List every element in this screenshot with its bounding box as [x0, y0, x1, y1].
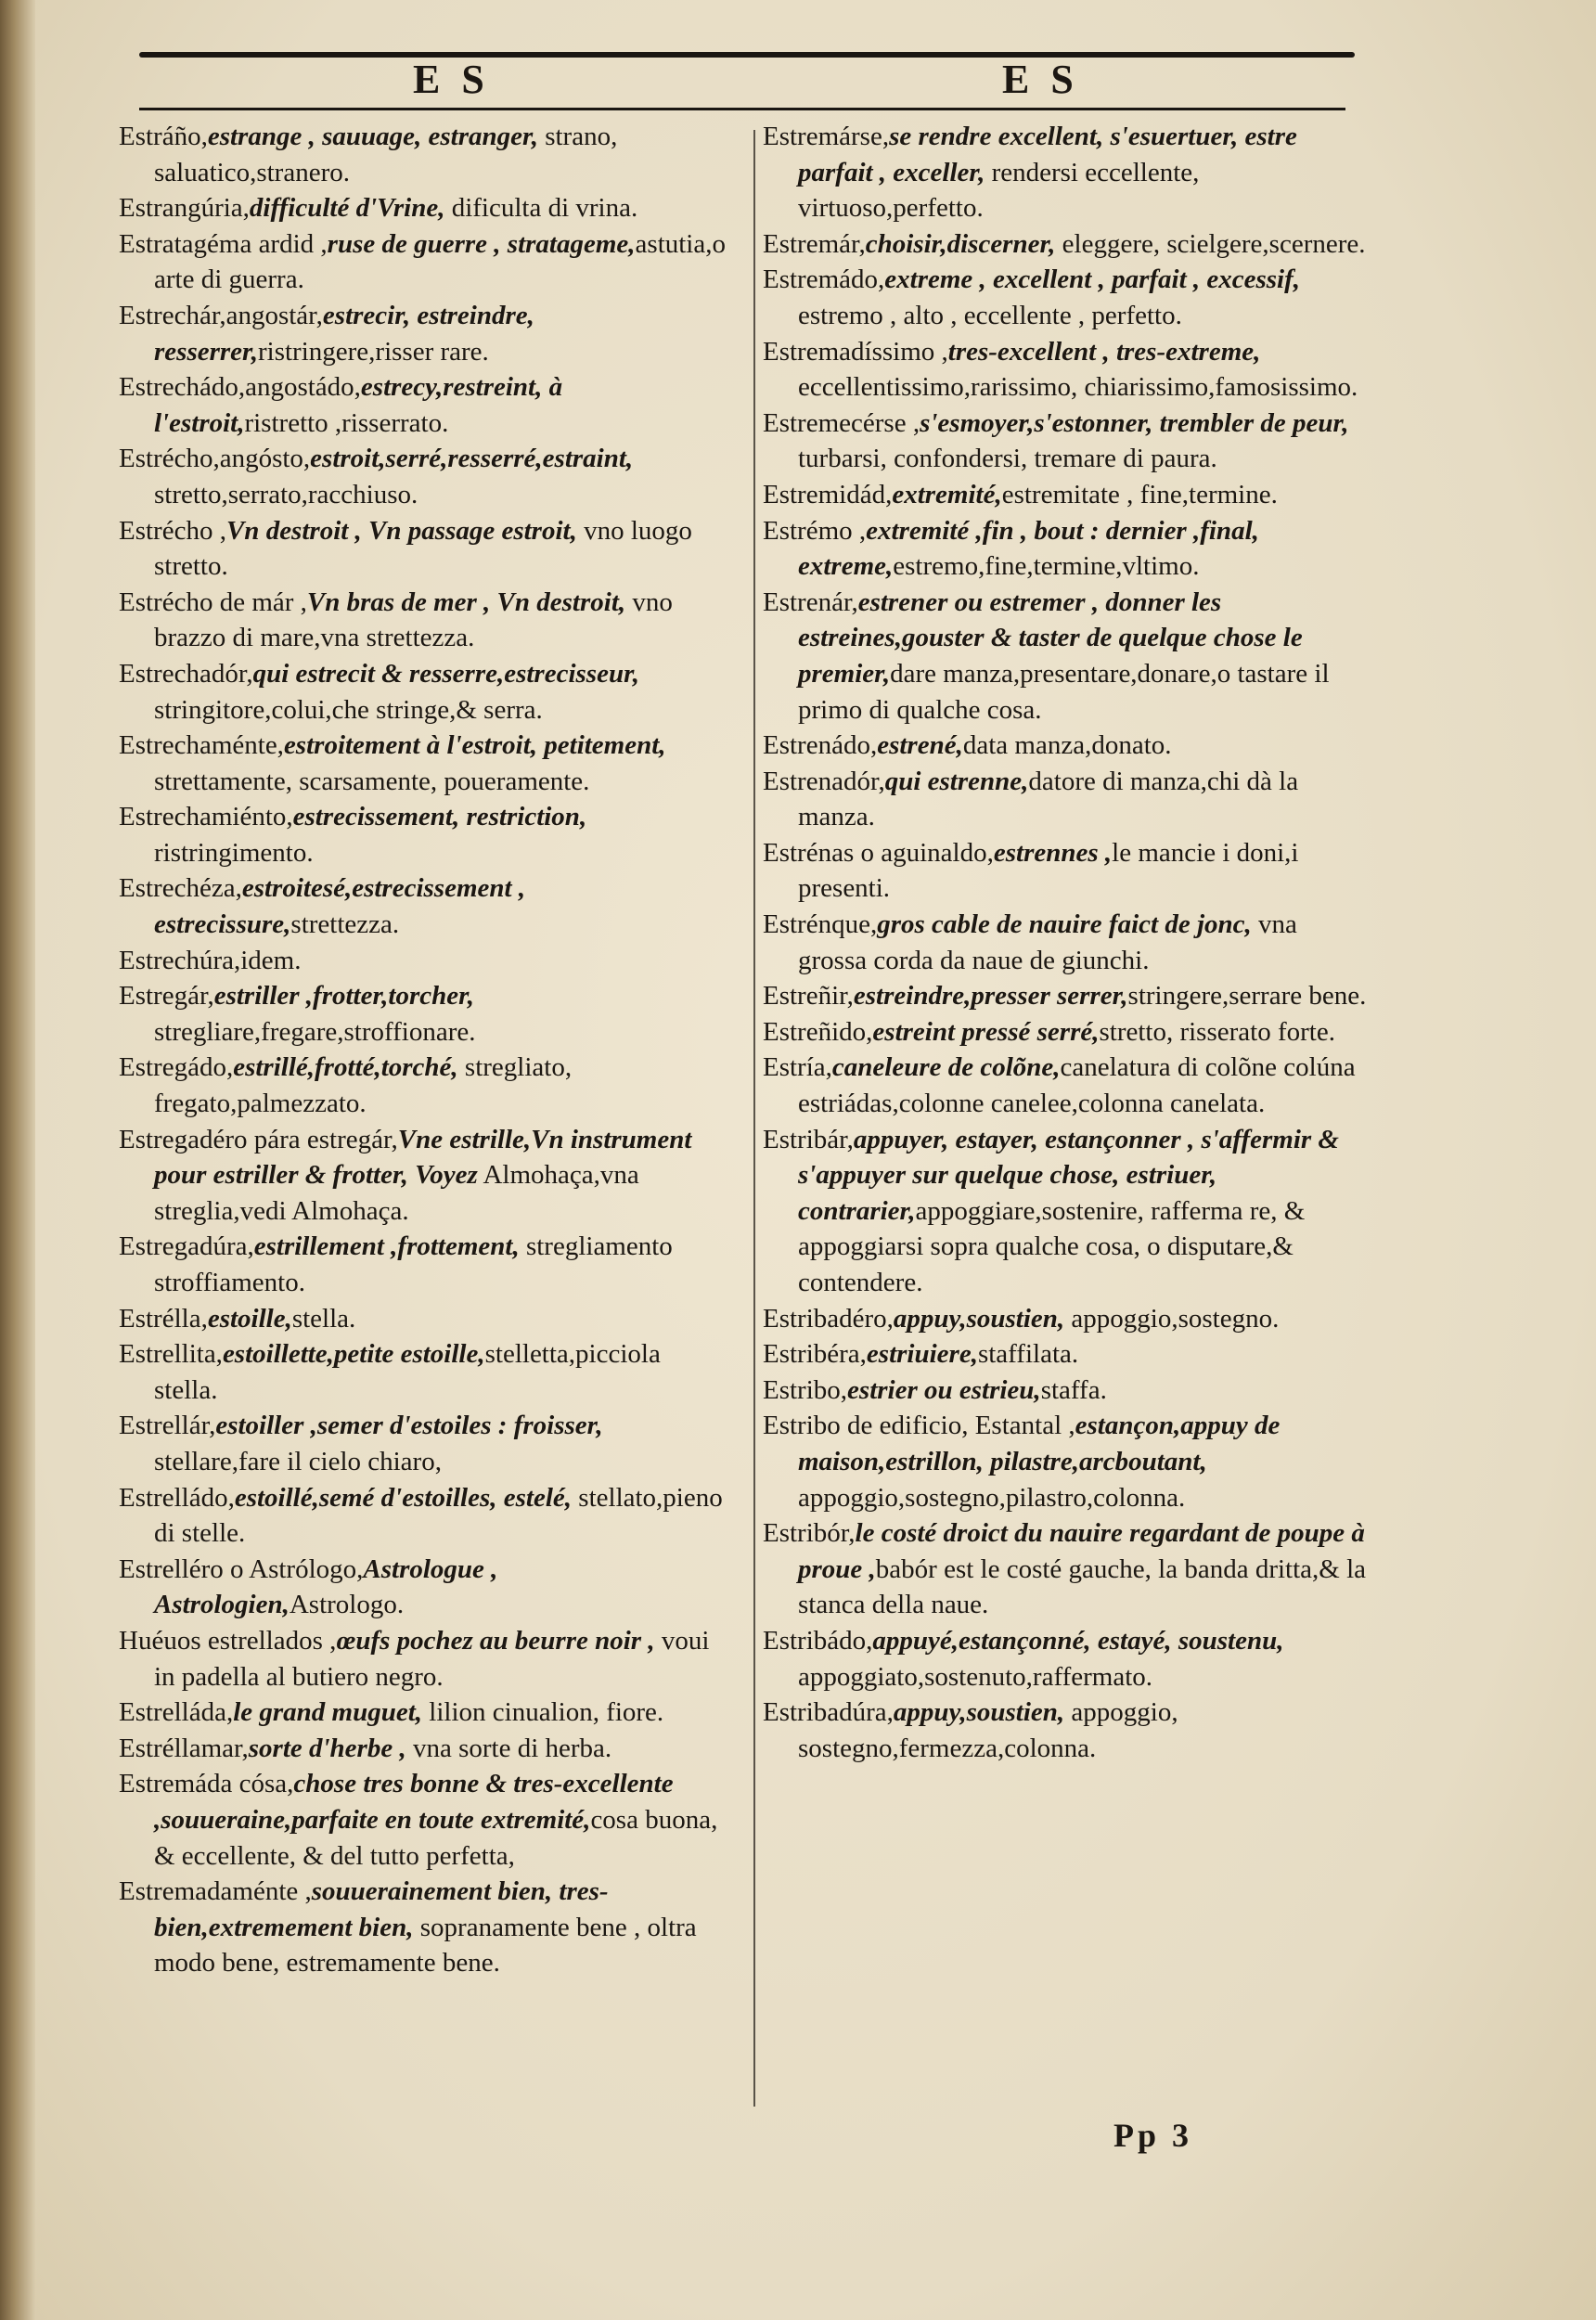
entry-italian-gloss: ristringimento. [154, 837, 314, 868]
entry-french-gloss: estrillé,frotté,torché, [233, 1052, 458, 1083]
dictionary-entry [763, 907, 1371, 978]
entry-french-gloss: difficulté d'Vrine, [249, 193, 445, 224]
entry-italian-gloss: appoggiare,sostenire, rafferma re, & appoggiarsi sopra qualche cosa, o disputare,& contendere. [798, 1195, 1306, 1297]
entry-italian-gloss: stregliamento stroffiamento. [154, 1231, 673, 1297]
entry-italian-gloss: le mancie i doni,i presenti. [798, 837, 1299, 904]
dictionary-entry [119, 119, 727, 190]
entry-french-gloss: souuerainement bien, tres-bien,extremement bien, [154, 1876, 609, 1942]
dictionary-entry [119, 1623, 727, 1695]
entry-french-gloss: chose tres bonne & tres-excellente ,souueraine,parfaite en toute extremité, [154, 1769, 674, 1835]
entry-headword: Estrélla, [119, 1303, 208, 1334]
dictionary-entry [763, 1373, 1371, 1409]
entry-headword: Estrechadór, [119, 658, 253, 689]
entry-french-gloss: choisir,discerner, [865, 228, 1056, 259]
entry-french-gloss: estançon,appuy de maison,estrillon, pilastre,arcboutant, [798, 1411, 1281, 1476]
entry-italian-gloss: strettamente, scarsamente, poueramente. [154, 766, 590, 796]
entry-headword: Estremecérse , [763, 407, 920, 438]
entry-french-gloss: estrené, [877, 730, 963, 761]
entry-french-gloss: estreint pressé serré, [872, 1016, 1100, 1047]
book-spine-shadow [0, 0, 35, 2320]
entry-headword: Estreñido, [763, 1016, 873, 1047]
entry-french-gloss: estriuiere, [866, 1339, 978, 1370]
entry-headword: Estremadíssimo , [763, 336, 948, 367]
dictionary-entry [763, 1623, 1371, 1695]
entry-italian-gloss: stringitore,colui,che stringe,& serra. [154, 694, 543, 725]
entry-italian-gloss: appoggio, sostegno,fermezza,colonna. [798, 1697, 1178, 1763]
dictionary-entry [119, 1050, 727, 1121]
entry-french-gloss: estroitement à l'estroit, petitement, [283, 730, 666, 761]
dictionary-entry [119, 441, 727, 512]
dictionary-entry [763, 334, 1371, 406]
entry-headword: Estrenadór, [763, 766, 885, 796]
entry-headword: Estribéra, [763, 1339, 867, 1370]
entry-french-gloss: tres-excellent , tres-extreme, [947, 336, 1261, 367]
entry-headword: Estribo de edificio, Estantal , [763, 1411, 1075, 1441]
dictionary-entry [763, 1050, 1371, 1121]
entry-french-gloss: appuyé,estançonné, estayé, soustenu, [872, 1625, 1284, 1656]
column-divider [753, 130, 755, 2107]
dictionary-entry [763, 585, 1371, 728]
dictionary-entry [119, 978, 727, 1050]
entry-italian-gloss: vna sorte di herba. [405, 1733, 612, 1763]
entry-headword: Estrechamiénto, [119, 802, 293, 832]
entry-italian-gloss: estremo , alto , eccellente , perfetto. [798, 300, 1182, 330]
entry-italian-gloss: cosa buona, & eccellente, & del tutto perfetta, [154, 1804, 718, 1871]
entry-french-gloss: extremité, [892, 479, 1002, 509]
entry-headword: Huéuos estrellados , [119, 1625, 337, 1656]
entry-headword: Estrechéza, [119, 873, 242, 904]
entry-italian-gloss: staffilata. [977, 1339, 1079, 1370]
entry-headword: Estrenádo, [763, 730, 878, 761]
dictionary-entry [119, 1766, 727, 1874]
entry-headword: Estréllamar, [119, 1733, 249, 1763]
entry-french-gloss: œufs pochez au beurre noir , [336, 1625, 655, 1656]
dictionary-entry [119, 1336, 727, 1408]
dictionary-entry [119, 1731, 727, 1767]
entry-french-gloss: le grand muguet, [233, 1697, 423, 1728]
entry-french-gloss: sorte d'herbe , [248, 1733, 406, 1763]
entry-headword: Estremárse, [763, 122, 890, 151]
entry-italian-gloss: stella. [291, 1303, 356, 1334]
dictionary-entry [763, 477, 1371, 513]
entry-headword: Estremádo, [763, 264, 885, 295]
entry-french-gloss: estoillé,semé d'estoilles, estelé, [234, 1482, 573, 1513]
dictionary-entry [763, 513, 1371, 585]
entry-italian-gloss: dificulta di vrina. [444, 193, 638, 224]
dictionary-entry [763, 1014, 1371, 1050]
entry-italian-gloss: stelletta,picciola stella. [154, 1339, 661, 1405]
entry-french-gloss: estreindre,presser serrer, [853, 981, 1128, 1012]
dictionary-entry [763, 1515, 1371, 1623]
entry-italian-gloss: stregliare,fregare,stroffionare. [154, 1016, 476, 1047]
entry-french-gloss: estroit,serré,resserré,estraint, [310, 444, 634, 474]
entry-headword: Estrechúra, [119, 945, 241, 975]
entry-italian-gloss: strano, saluatico,stranero. [154, 122, 618, 187]
entry-french-gloss: se rendre excellent, s'esuertuer, estre parfait , exceller, [798, 122, 1297, 187]
entry-headword: Estrellita, [119, 1339, 223, 1370]
header-underline-rule [139, 108, 1345, 110]
entry-italian-gloss: vno brazzo di mare,vna strettezza. [154, 586, 673, 653]
entry-french-gloss: appuyer, estayer, estançonner , s'affermir & s'appuyer sur quelque chose, estriuer, contrarier, [798, 1124, 1339, 1226]
entry-italian-gloss: data manza,donato. [962, 730, 1172, 761]
entry-headword: Estregadéro pára estregár, [119, 1124, 398, 1154]
top-rule [139, 52, 1355, 58]
entry-french-gloss: estoillette,petite estoille, [222, 1339, 485, 1370]
entry-french-gloss: estoille, [207, 1303, 292, 1334]
entry-headword: Estremár, [763, 228, 866, 259]
entry-italian-gloss: stellare,fare il cielo chiaro, [154, 1446, 442, 1476]
entry-headword: Estregár, [119, 981, 214, 1012]
right-column [763, 119, 1371, 1766]
entry-headword: Estrelláda, [119, 1697, 234, 1728]
running-head-right: E S [1002, 57, 1079, 102]
entry-french-gloss: ruse de guerre , stratageme, [327, 228, 636, 259]
dictionary-entry [119, 190, 727, 226]
dictionary-entry [763, 978, 1371, 1014]
entry-italian-gloss: stretto, risserato forte. [1099, 1016, 1335, 1047]
dictionary-entry [119, 870, 727, 942]
dictionary-entry [119, 1408, 727, 1479]
dictionary-entry [119, 1874, 727, 1981]
entry-french-gloss: appuy,soustien, [893, 1303, 1065, 1334]
entry-italian-gloss: datore di manza,chi dà la manza. [798, 766, 1299, 832]
dictionary-entry [119, 369, 727, 441]
entry-italian-gloss: staffa. [1040, 1374, 1107, 1405]
entry-italian-gloss: appoggio,sostegno. [1064, 1303, 1280, 1334]
dictionary-entry [763, 1336, 1371, 1373]
entry-italian-gloss: astutia,o arte di guerra. [154, 228, 726, 295]
entry-french-gloss: canelеure de colõne, [831, 1052, 1061, 1083]
dictionary-entry [119, 1552, 727, 1623]
entry-french-gloss: extreme , excellent , parfait , excessif, [884, 264, 1301, 295]
dictionary-entry [763, 1408, 1371, 1515]
entry-headword: Estribo, [763, 1374, 848, 1405]
dictionary-entry [763, 119, 1371, 226]
entry-italian-gloss: strettezza. [290, 909, 400, 940]
entry-headword: Estrénque, [763, 909, 878, 940]
entry-french-gloss: Astrologue , Astrologien, [154, 1553, 498, 1620]
entry-italian-gloss: estremo,fine,termine,vltimo. [893, 551, 1200, 582]
dictionary-entry [763, 1122, 1371, 1301]
dictionary-entry [119, 1695, 727, 1731]
entry-headword: Estrémo , [763, 515, 867, 546]
dictionary-entry [763, 728, 1371, 764]
entry-headword: Estremáda cósa, [119, 1769, 294, 1799]
entry-headword: Estreñir, [763, 981, 854, 1012]
dictionary-entry [119, 1229, 727, 1300]
running-head-left: E S [413, 57, 490, 102]
entry-headword: Estremadaménte , [119, 1876, 312, 1907]
entry-french-gloss: estriller ,frotter,torcher, [213, 981, 475, 1012]
entry-italian-gloss: voui in padella al butiero negro. [154, 1625, 710, 1692]
entry-italian-gloss: ristringere,risser rare. [257, 336, 489, 367]
entry-french-gloss: appuy,soustien, [893, 1697, 1065, 1728]
dictionary-entry [119, 1301, 727, 1337]
entry-french-gloss: estrener ou estremer , donner les estreines,gouster & taster de quelque chose le premier, [798, 586, 1303, 689]
dictionary-entry [119, 513, 727, 585]
entry-italian-gloss: estremitate , fine,termine. [1001, 479, 1278, 509]
entry-italian-gloss: sopranamente bene , oltra modo bene, estremamente bene. [154, 1912, 697, 1978]
entry-headword: Estribár, [763, 1124, 854, 1154]
entry-italian-gloss: rendersi eccellente, virtuoso,perfetto. [798, 157, 1200, 224]
dictionary-entry [763, 1301, 1371, 1337]
entry-italian-gloss: babór est le costé gauche, la banda dritta,& la stanca della naue. [798, 1553, 1367, 1620]
entry-headword: Estrechár,angostár, [119, 300, 323, 330]
entry-headword: Estrécho,angósto, [119, 444, 311, 474]
entry-french-gloss: qui estrecit & resserre,estrecisseur, [252, 658, 640, 689]
dictionary-entry [119, 656, 727, 728]
entry-headword: Estrenár, [763, 586, 858, 617]
entry-italian-gloss: lilion cinualion, fiore. [422, 1697, 664, 1728]
entry-headword: Estrechádo,angostádo, [119, 372, 361, 403]
entry-french-gloss: Vn bras de mer , Vn destroit, [306, 586, 626, 617]
entry-headword: Estría, [763, 1052, 832, 1083]
entry-italian-gloss: Almohaça,vna streglia,vedi Almohaça. [154, 1160, 639, 1226]
entry-french-gloss: estrillement ,frottement, [253, 1231, 520, 1262]
page-signature: Pp 3 [1113, 2117, 1193, 2154]
entry-french-gloss: Vne estrille,Vn instrument pour estriller & frotter, Voyez [154, 1124, 692, 1191]
entry-headword: Estrechaménte, [119, 730, 284, 761]
entry-headword: Estrénas o aguinaldo, [763, 837, 994, 868]
dictionary-entry [763, 262, 1371, 333]
entry-headword: Estregádo, [119, 1052, 234, 1083]
entry-italian-gloss: eleggere, scielgere,scernere. [1055, 228, 1366, 259]
entry-headword: Estrellár, [119, 1411, 216, 1441]
entry-headword: Estribadéro, [763, 1303, 894, 1334]
dictionary-entry [763, 764, 1371, 835]
entry-headword: Estrécho , [119, 515, 226, 546]
entry-italian-gloss: Astrologo. [289, 1590, 405, 1620]
entry-headword: Estribádo, [763, 1625, 873, 1656]
entry-headword: Estrelléro o Astrólogo, [119, 1553, 364, 1584]
entry-headword: Estremidád, [763, 479, 893, 509]
entry-italian-gloss: eccellentissimo,rarissimo, chiarissimo,famosissimo. [798, 372, 1358, 403]
entry-french-gloss: estrecir, estreindre, resserrer, [154, 300, 534, 367]
entry-headword: Estráño, [119, 122, 208, 151]
dictionary-entry [119, 585, 727, 656]
entry-french-gloss: s'esmoyer,s'estonner, trembler de peur, [920, 407, 1349, 438]
entry-french-gloss: Vn destroit , Vn passage estroit, [225, 515, 577, 546]
entry-italian-gloss: stellato,pieno di stelle. [154, 1482, 723, 1549]
entry-italian-gloss: appoggio,sostegno,pilastro,colonna. [798, 1482, 1186, 1513]
entry-french-gloss: estrecy,restreint, à l'estroit, [154, 372, 563, 438]
dictionary-entry [763, 835, 1371, 907]
dictionary-entry [119, 728, 727, 799]
entry-french-gloss: qui estrenne, [884, 766, 1029, 796]
entry-italian-gloss: vna grossa corda da naue de giunchi. [798, 909, 1297, 975]
entry-italian-gloss: appoggiato,sostenuto,raffermato. [798, 1661, 1152, 1692]
dictionary-entry [763, 1695, 1371, 1766]
dictionary-entry [119, 943, 727, 979]
entry-headword: Estregadúra, [119, 1231, 254, 1262]
entry-headword: Estrelládo, [119, 1482, 235, 1513]
entry-french-gloss: estrennes , [993, 837, 1113, 868]
entry-italian-gloss: vno luogo stretto. [154, 515, 692, 582]
dictionary-entry [119, 226, 727, 298]
entry-italian-gloss: canelatura di colõne colúna estriádas,colonne canelee,colonna canelata. [798, 1052, 1356, 1119]
dictionary-entry [119, 1480, 727, 1552]
entry-french-gloss: estrier ou estrieu, [847, 1374, 1041, 1405]
entry-italian-gloss: ristretto ,risserrato. [244, 407, 449, 438]
entry-french-gloss: extremité ,fin , bout : dernier ,final, extreme, [798, 515, 1259, 582]
entry-headword: Estribadúra, [763, 1697, 894, 1728]
entry-italian-gloss: dare manza,presentare,donare,o tastare il primo di qualche cosa. [798, 658, 1330, 725]
dictionary-entry [119, 1122, 727, 1230]
entry-headword: Estrangúria, [119, 193, 250, 224]
dictionary-entry [119, 298, 727, 369]
entry-french-gloss: estrecissement, restriction, [292, 802, 587, 832]
entry-headword: Estratagéma ardid , [119, 228, 328, 259]
entry-italian-gloss: turbarsi, confondersi, tremare di paura. [798, 444, 1217, 474]
entry-italian-gloss: stringere,serrare bene. [1127, 981, 1367, 1012]
entry-french-gloss: estoiller ,semer d'estoiles : froisser, [215, 1411, 603, 1441]
entry-italian-gloss: stregliato, fregato,palmezzato. [154, 1052, 573, 1119]
entry-french-gloss: estrange , sauuage, estranger, [207, 122, 538, 151]
entry-italian-gloss: idem. [240, 945, 302, 975]
dictionary-entry [119, 799, 727, 870]
entry-headword: Estrécho de már , [119, 586, 307, 617]
entry-french-gloss: le costé droict du nauire regardant de poupe à proue , [798, 1518, 1365, 1584]
entry-french-gloss: gros cable de nauire faict de jonc, [877, 909, 1252, 940]
entry-headword: Estribór, [763, 1518, 856, 1549]
dictionary-entry [763, 406, 1371, 477]
dictionary-entry [763, 226, 1371, 263]
left-column [119, 119, 727, 1981]
entry-french-gloss: estroitesé,estrecissement , estrecissure, [154, 873, 526, 940]
entry-italian-gloss: stretto,serrato,racchiuso. [154, 479, 418, 509]
